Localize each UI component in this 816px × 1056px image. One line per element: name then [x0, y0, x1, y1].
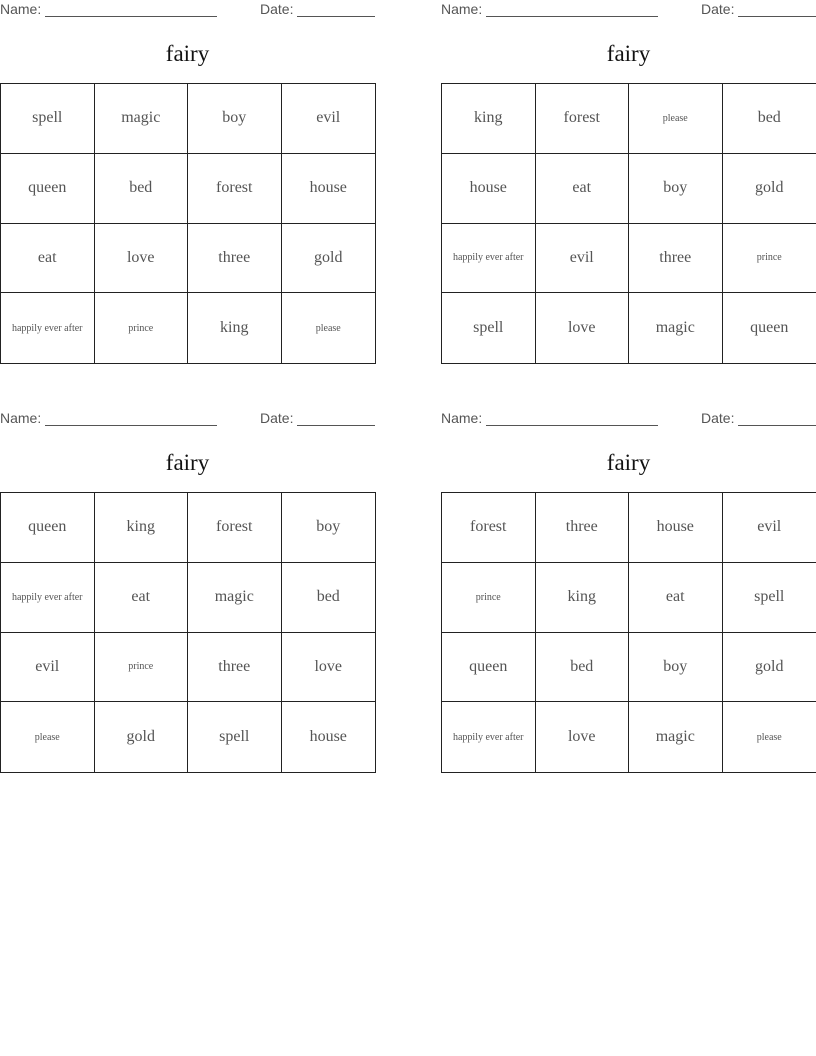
bingo-grid — [0, 83, 376, 364]
grid-cell: queen — [750, 319, 789, 337]
grid-cell: spell — [1, 84, 95, 154]
name-field-line — [486, 425, 658, 426]
name-label: Name: — [0, 1, 42, 17]
grid-cell: please — [629, 84, 723, 154]
grid-cell: bed — [95, 154, 189, 224]
date-label: Date: — [701, 1, 735, 17]
grid-cell: please — [756, 731, 782, 743]
grid-cell: queen — [1, 154, 95, 224]
card-title: fairy — [165, 41, 210, 66]
grid-cell: boy — [629, 154, 723, 224]
date-field-line — [297, 16, 375, 17]
grid-cell: love — [95, 224, 189, 294]
grid-cell: boy — [282, 493, 376, 563]
grid-cell: gold — [723, 633, 816, 703]
grid-cell: love — [282, 633, 376, 703]
name-field-line — [45, 16, 217, 17]
grid-cell: please — [315, 322, 341, 334]
bingo-grid — [0, 492, 376, 773]
grid-cell: spell — [723, 563, 816, 633]
grid-cell: queen — [1, 493, 95, 563]
grid-cell: house — [629, 493, 723, 563]
grid-cell: spell — [188, 702, 282, 772]
grid-cell: evil — [282, 84, 376, 154]
card-title: fairy — [606, 450, 651, 475]
grid-cell: bed — [282, 563, 376, 633]
grid-cell: eat — [629, 563, 723, 633]
grid-cell: house — [282, 154, 376, 224]
grid-cell: happily ever after — [442, 702, 536, 772]
grid-cell: prince — [723, 224, 816, 294]
grid-cell: king — [442, 84, 536, 154]
grid-cell: spell — [442, 293, 536, 363]
date-label: Date: — [260, 1, 294, 17]
grid-cell: eat — [1, 224, 95, 294]
grid-cell: eat — [95, 563, 189, 633]
card-title: fairy — [165, 450, 210, 475]
grid-cell: king — [536, 563, 630, 633]
grid-cell: house — [442, 154, 536, 224]
grid-cell: prince — [95, 633, 189, 703]
name-field-line — [486, 16, 658, 17]
name-field-line — [45, 425, 217, 426]
name-label: Name: — [441, 410, 483, 426]
grid-cell: magic — [629, 293, 723, 363]
name-label: Name: — [0, 410, 42, 426]
grid-cell: love — [536, 293, 630, 363]
grid-cell: three — [188, 224, 282, 294]
grid-cell: bed — [536, 633, 630, 703]
bingo-grid — [441, 83, 816, 364]
grid-cell: boy — [188, 84, 282, 154]
date-label: Date: — [701, 410, 735, 426]
card-title: fairy — [606, 41, 651, 66]
grid-cell: three — [536, 493, 630, 563]
grid-cell: king — [95, 493, 189, 563]
grid-cell: evil — [536, 224, 630, 294]
header-row — [0, 410, 375, 430]
grid-cell: three — [629, 224, 723, 294]
grid-cell: gold — [282, 224, 376, 294]
grid-cell: forest — [442, 493, 536, 563]
grid-cell: evil — [723, 493, 816, 563]
grid-cell: prince — [442, 563, 536, 633]
grid-cell: love — [536, 702, 630, 772]
grid-cell: magic — [188, 563, 282, 633]
grid-cell: boy — [629, 633, 723, 703]
grid-cell: forest — [536, 84, 630, 154]
date-field-line — [738, 16, 816, 17]
grid-cell: happily ever after — [1, 293, 95, 363]
grid-cell: king — [188, 293, 282, 363]
grid-cell: evil — [1, 633, 95, 703]
header-row — [441, 1, 816, 21]
grid-cell: happily ever after — [442, 224, 536, 294]
grid-cell: magic — [95, 84, 189, 154]
grid-cell: happily ever after — [1, 563, 95, 633]
grid-cell: three — [188, 633, 282, 703]
grid-cell: please — [1, 702, 95, 772]
date-label: Date: — [260, 410, 294, 426]
grid-cell: bed — [723, 84, 816, 154]
header-row — [0, 1, 375, 21]
grid-cell: gold — [723, 154, 816, 224]
date-field-line — [738, 425, 816, 426]
grid-cell: queen — [442, 633, 536, 703]
grid-cell: magic — [629, 702, 723, 772]
grid-cell: eat — [536, 154, 630, 224]
grid-cell: forest — [188, 493, 282, 563]
date-field-line — [297, 425, 375, 426]
grid-cell: house — [309, 728, 347, 746]
bingo-grid — [441, 492, 816, 773]
grid-cell: forest — [188, 154, 282, 224]
name-label: Name: — [441, 1, 483, 17]
grid-cell: prince — [95, 293, 189, 363]
header-row — [441, 410, 816, 430]
grid-cell: gold — [95, 702, 189, 772]
